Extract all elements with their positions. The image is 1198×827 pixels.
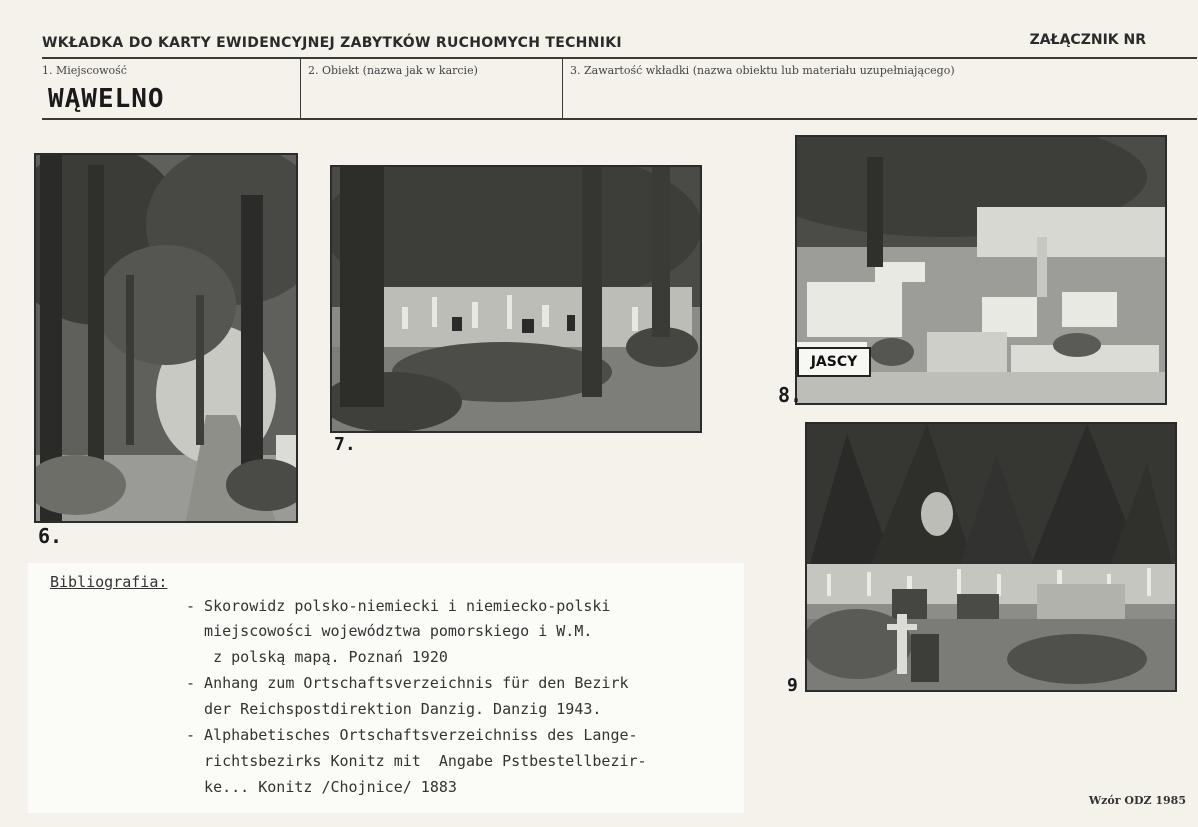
- field-divider-1: [300, 59, 301, 118]
- bibliography-line: - Alphabetisches Ortschaftsverzeichniss des Lange-: [186, 726, 638, 744]
- bibliography-heading: Bibliografia:: [50, 573, 168, 591]
- attachment-label: ZAŁĄCZNIK NR: [1029, 32, 1146, 48]
- photo-number-8: 8.: [778, 383, 803, 407]
- tree-alley-image: [36, 155, 296, 521]
- contents-label: 3. Zawartość wkładki (nazwa obiektu lub materiału uzupełniającego): [570, 64, 955, 77]
- photo-number-6: 6.: [38, 524, 63, 548]
- form-title: WKŁADKA DO KARTY EWIDENCYJNEJ ZABYTKÓW RUCHOMYCH TECHNIKI: [42, 35, 622, 51]
- bibliography-line: - Skorowidz polsko-niemiecki i niemiecko-polski: [186, 597, 611, 615]
- field-divider-2: [562, 59, 563, 118]
- photo-cemetery-trees: [330, 165, 702, 433]
- header-rule-top: [42, 57, 1197, 59]
- grave-sign: JASCY: [797, 347, 871, 377]
- place-label: 1. Miejscowość: [42, 64, 127, 77]
- object-label: 2. Obiekt (nazwa jak w karcie): [308, 64, 478, 77]
- photo-graves-closeup: [795, 135, 1167, 405]
- bibliography-line: der Reichspostdirektion Danzig. Danzig 1943.: [186, 700, 602, 718]
- cemetery-conifers-image: [807, 424, 1175, 690]
- photo-number-9: 9: [787, 675, 798, 696]
- bibliography-slip: [28, 563, 744, 813]
- bibliography-line: - Anhang zum Ortschaftsverzeichnis für den Bezirk: [186, 674, 629, 692]
- place-value: WĄWELNO: [48, 84, 165, 114]
- bibliography-line: miejscowości województwa pomorskiego i W.M.: [186, 622, 593, 640]
- bibliography-line: ke... Konitz /Chojnice/ 1883: [186, 778, 457, 796]
- bibliography-line: richtsbezirks Konitz mit Angabe Pstbestellbezir-: [186, 752, 647, 770]
- cemetery-trees-image: [332, 167, 700, 431]
- bibliography-line: z polską mapą. Poznań 1920: [186, 648, 448, 666]
- photo-cemetery-conifers: [805, 422, 1177, 692]
- photo-tree-alley: [34, 153, 298, 523]
- form-template-id: Wzór ODZ 1985: [1088, 794, 1186, 807]
- photo-number-7: 7.: [334, 434, 356, 455]
- header-rule-bottom: [42, 118, 1197, 120]
